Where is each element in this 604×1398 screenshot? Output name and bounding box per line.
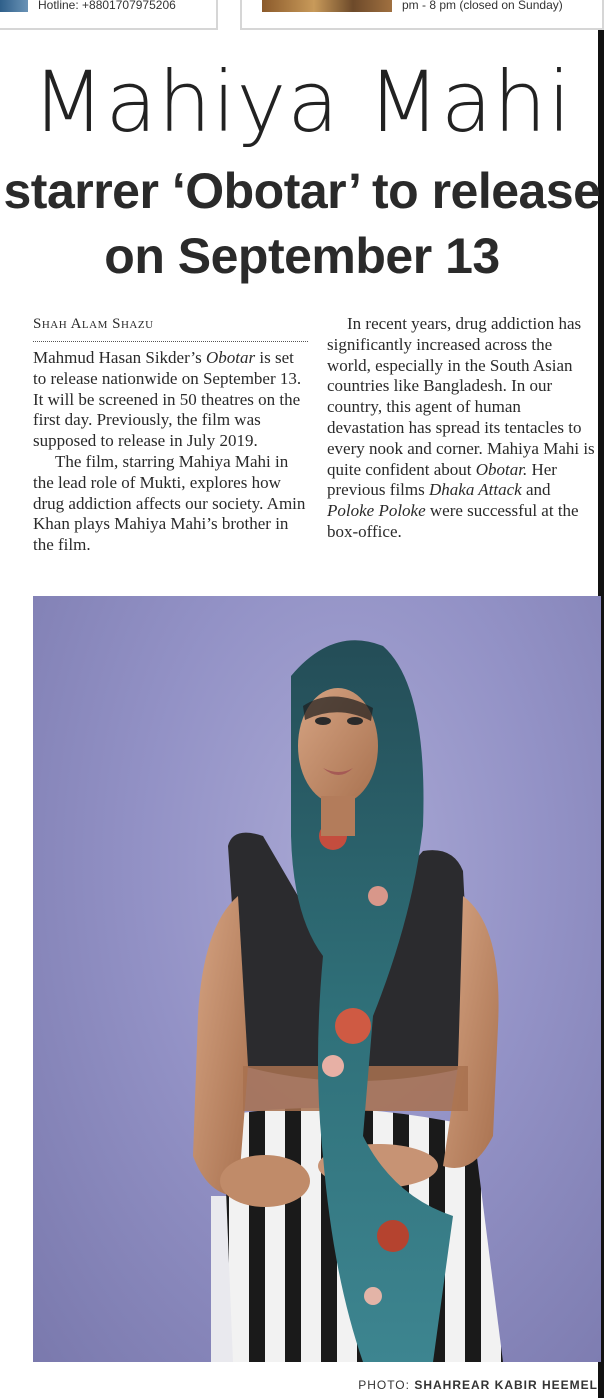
article-column-right: [327, 314, 599, 543]
headline-line-2: starrer ‘Obotar’ to release: [3, 163, 601, 219]
film-title: Obotar: [205, 348, 256, 367]
ad-box-right: [240, 0, 604, 30]
right-eye: [347, 717, 363, 725]
headline-line-3: on September 13: [104, 228, 500, 284]
scarf-flower: [322, 1055, 344, 1077]
paragraph-1: Mahmud Hasan Sikder’s Obotar is set to release nationwide on September 13. It will be screened in 50 theatres on the first day. Previously, the film was supposed to release in July 2019.: [33, 348, 302, 451]
ad-thumbnail-right: [262, 0, 392, 12]
headline-name: Mahiya Mahi: [32, 53, 572, 151]
scarf-flower: [368, 886, 388, 906]
film-title: Dhaka Attack: [429, 480, 522, 500]
film-title: Poloke Poloke: [327, 501, 426, 521]
ad-box-left: [0, 0, 218, 30]
film-title: Obotar.: [475, 459, 528, 479]
scarf-flower: [377, 1220, 409, 1252]
scarf-flower: [364, 1287, 382, 1305]
left-arm: [193, 896, 248, 1196]
portrait-illustration: [33, 596, 601, 1362]
actress-photo: [33, 596, 601, 1362]
left-hand: [220, 1155, 310, 1207]
paragraph-3: In recent years, drug addiction has significantly increased across the world, especially in the South Asian countries like Bangladesh. In our country, this agent of human devastation has spread its tentacles to every nook and corner. Mahiya Mahi is quite confident about Obotar. Her previous films Dhaka Attack and Poloke Poloke were successful at the box-office.: [327, 314, 595, 541]
left-eye: [315, 717, 331, 725]
byline: Shah Alam Shazu: [33, 314, 308, 342]
top-strip: [0, 0, 604, 34]
neck: [321, 796, 355, 836]
scarf-flower: [335, 1008, 371, 1044]
article-column-left: [33, 314, 308, 556]
paragraph-2: The film, starring Mahiya Mahi in the lead role of Mukti, explores how drug addiction affects our society. Amin Khan plays Mahiya Mahi’s brother in the film.: [33, 451, 306, 555]
hours-text: pm - 8 pm (closed on Sunday): [402, 0, 563, 12]
ad-thumbnail-left: [0, 0, 28, 12]
photo-credit: PHOTO: SHAHREAR KABIR HEEMEL: [358, 1378, 598, 1392]
hotline-text: Hotline: +8801707975206: [38, 0, 176, 12]
